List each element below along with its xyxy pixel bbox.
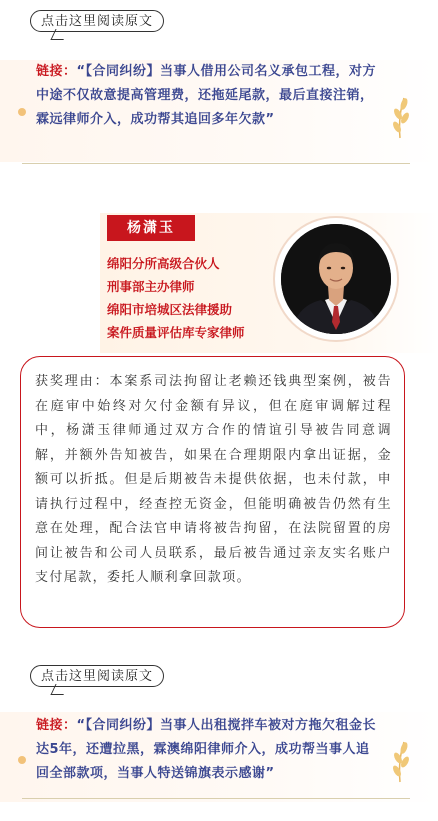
lawyer-title-3: 绵阳市培城区法律援助 xyxy=(107,302,233,317)
speech-tail-icon xyxy=(50,29,68,40)
award-reason-box xyxy=(20,356,405,628)
lawyer-title-1: 绵阳分所高级合伙人 xyxy=(107,256,220,271)
divider-line xyxy=(22,798,410,799)
read-original-label: 点击这里阅读原文 xyxy=(41,669,154,684)
lawyer-title-4: 案件质量评估库专家律师 xyxy=(107,325,245,340)
avatar-frame xyxy=(275,218,397,340)
lawyer-title-2: 刑事部主办律师 xyxy=(107,279,195,294)
gold-dot-icon xyxy=(18,108,26,116)
avatar xyxy=(281,224,391,334)
read-original-label: 点击这里阅读原文 xyxy=(41,14,154,29)
lawyer-portrait-icon xyxy=(281,224,391,334)
article-link-2 xyxy=(0,712,438,802)
read-original-button[interactable] xyxy=(30,10,164,32)
wheat-ornament-icon xyxy=(390,740,410,784)
article-link-text-1[interactable] xyxy=(36,60,382,132)
link-prefix: 链接： xyxy=(36,64,77,79)
lawyer-name: 杨潇玉 xyxy=(107,215,195,241)
read-original-button-2[interactable] xyxy=(30,665,164,687)
speech-tail-icon xyxy=(50,684,68,695)
award-reason-text: 获奖理由：本案系司法拘留让老赖还钱典型案例，被告在庭审中始终对欠付金额有异议，但在庭审调解过程中，杨潇玉律师通过双方合作的情谊引导被告同意调解，并额外告知被告，如果在合理期限内拿出证据，金额可以折抵。但是后期被告未提供依据，也未付款，申请执行过程中，经查控无资金，但能明确被告仍然有生意在处理，配合法官申请将被告拘留，在法院留置的房间让被告和公司人员联系，最后被告通过亲友实名账户支付尾款，委托人顺利拿回款项。 xyxy=(35,374,392,585)
gold-dot-icon xyxy=(18,756,26,764)
article-link-1 xyxy=(0,60,438,162)
wheat-ornament-icon xyxy=(390,96,410,140)
article-link-anchor-2[interactable]: “【合同纠纷】当事人出租搅拌车被对方拖欠租金长达5年，还遭拉黑，霖澳绵阳律师介入，成功帮当事人追回全部款项，当事人特送锦旗表示感谢” xyxy=(36,718,377,781)
divider-line xyxy=(22,163,410,164)
link-prefix: 链接： xyxy=(36,718,77,733)
article-link-anchor-1[interactable]: “【合同纠纷】当事人借用公司名义承包工程，对方中途不仅故意提高管理费，还拖延尾款，最后直接注销，霖远律师介入，成功帮其追回多年欠款” xyxy=(36,64,377,127)
article-link-text-2[interactable] xyxy=(36,714,382,786)
